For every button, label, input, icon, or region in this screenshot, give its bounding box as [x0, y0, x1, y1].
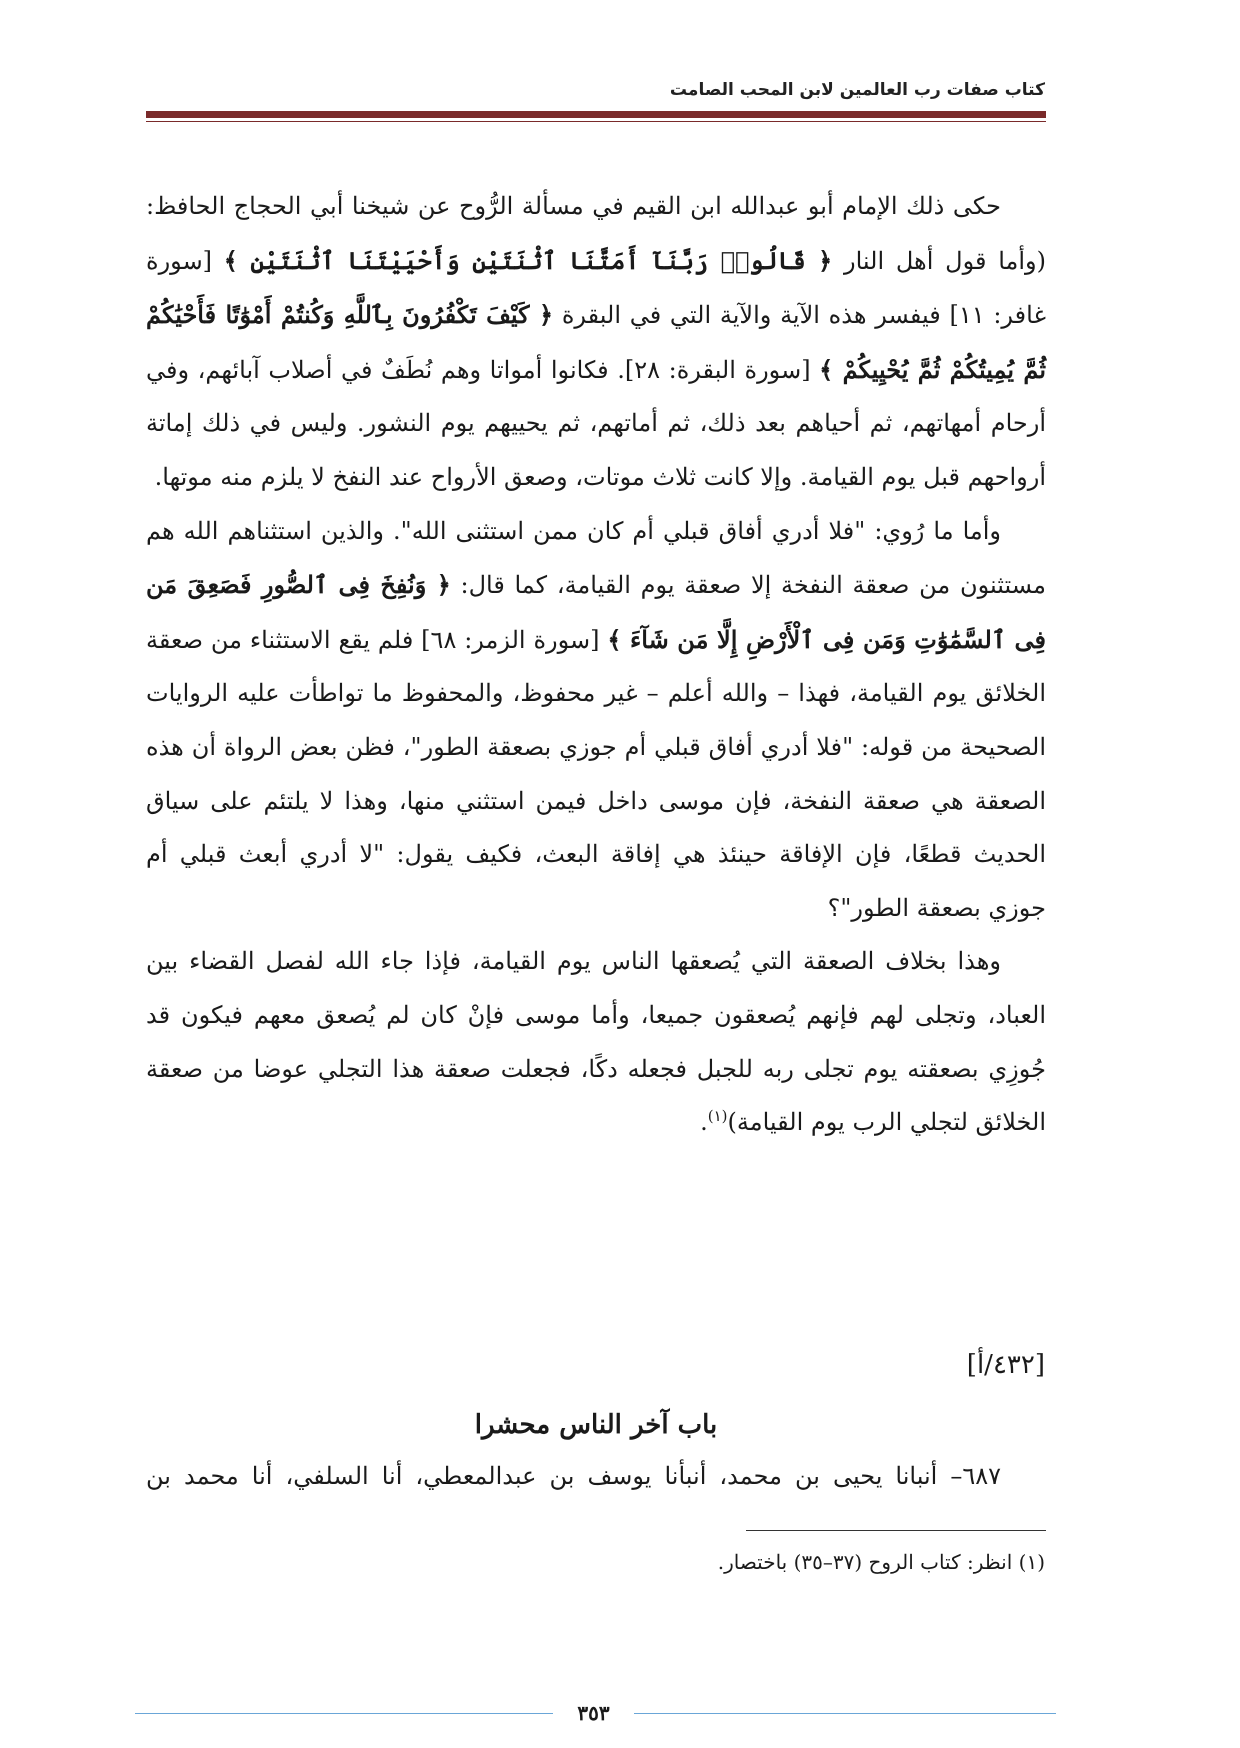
- footer-rule-right: [634, 1713, 1056, 1714]
- quran-verse: ﴿ قَالُوا۟ رَبَّنَآ أَمَتَّنَا ٱثْنَتَيْنِ وَأَحْيَيْتَنَا ٱثْنَتَيْنِ ﴾: [223, 245, 833, 275]
- quran-verse: ﴿ وَنُفِخَ فِى ٱلصُّورِ فَصَعِقَ مَن فِى ٱلسَّمَٰوَٰتِ وَمَن فِى ٱلْأَرْضِ إِلَّا مَن شَآءَ ﴾: [146, 570, 1046, 654]
- paragraph-text: حكى ذلك الإمام أبو عبدالله ابن القيم في مسألة الرُّوح عن شيخنا أبي الحجاج الحافظ: (وأما قول أهل النار: [146, 192, 1046, 275]
- paragraph-2: [146, 505, 1046, 936]
- footer-rule-left: [135, 1713, 553, 1714]
- paragraph-text: [سورة الزمر: ٦٨] فلم يقع الاستثناء من صعقة الخلائق يوم القيامة، فهذا – والله أعلم – غير محفوظ، والمحفوظ ما تواطأت عليه الروايات الصحيحة من قوله: "فلا أدري أفاق قبلي أم جوزي بصعقة الطور"، فظن بعض الرواة أن هذه الصعقة هي صعقة النفخة، فإن موسى داخل فيمن استثني منها، وهذا لا يلتئم على سياق الحديث قطعًا، فإن الإفاقة حينئذ هي إفاقة البعث، فكيف يقول: "لا أدري أبعث قبلي أم جوزي بصعقة الطور"؟: [146, 625, 1046, 922]
- footnote-reference: (١): [707, 1107, 728, 1126]
- paragraph-3: [146, 935, 1046, 1149]
- page-number: ٣٥٣: [577, 1701, 610, 1725]
- header-rule-thin: [146, 121, 1046, 122]
- chapter-heading: باب آخر الناس محشرا: [474, 1410, 718, 1440]
- quran-verse: ﴿ كَيْفَ تَكْفُرُونَ بِٱللَّهِ وَكُنتُمْ أَمْوَٰتًا فَأَحْيَٰكُمْ ثُمَّ يُمِيتُكُمْ ثُمَّ يُحْيِيكُمْ ﴾: [146, 300, 1047, 384]
- body-text: [146, 180, 1046, 1150]
- header-rule: [146, 111, 1046, 118]
- paragraph-text: وأما ما رُوي: "فلا أدري أفاق قبلي أم كان ممن استثنى الله". والذين استثناهم الله هم مستثنون من صعقة النفخة إلا صعقة يوم القيامة، كما قال:: [146, 516, 1046, 600]
- paragraph-1: [146, 180, 1046, 505]
- paragraph-text: وهذا بخلاف الصعقة التي يُصعقها الناس يوم القيامة، فإذا جاء الله لفصل القضاء بين العباد، وتجلى لهم فإنهم يُصعقون جميعا، وأما موسى فإنْ كان لم يُصعق معهم فيكون قد جُوزِي بصعقته يوم تجلى ربه للجبل فجعله دكًا، فجعلت صعقة هذا التجلي عوضا من صعقة الخلائق لتجلي الرب يوم القيامة): [146, 947, 1046, 1137]
- running-header-title: كتاب صفات رب العالمين لابن المحب الصامت: [669, 80, 1045, 100]
- footnote-separator: [746, 1530, 1046, 1531]
- paragraph-text: [سورة غافر: ١١] فيفسر هذه الآية والآية التي في البقرة: [146, 246, 1046, 330]
- footnote: (١) انظر: كتاب الروح (٣٧–٣٥) باختصار.: [717, 1550, 1045, 1574]
- paragraph-text: [سورة البقرة: ٢٨]. فكانوا أمواتا وهم نُطَفٌ في أصلاب آبائهم، وفي أرحام أمهاتهم، ثم أحياهم بعد ذلك، ثم أماتهم، ثم يحييهم يوم النشور. وليس في ذلك إماتة أرواحهم قبل يوم القيامة. وإلا كانت ثلاث موتات، وصعق الأرواح عند النفخ لا يلزم منه موتها.: [146, 355, 1046, 491]
- hadith-isnad-line: ٦٨٧– أنبانا يحيى بن محمد، أنبأنا يوسف بن عبدالمعطي، أنا السلفي، أنا محمد بن: [146, 1462, 1001, 1490]
- paragraph-text: .: [700, 1108, 708, 1137]
- manuscript-folio-marker: [٤٣٢/أ]: [966, 1350, 1045, 1380]
